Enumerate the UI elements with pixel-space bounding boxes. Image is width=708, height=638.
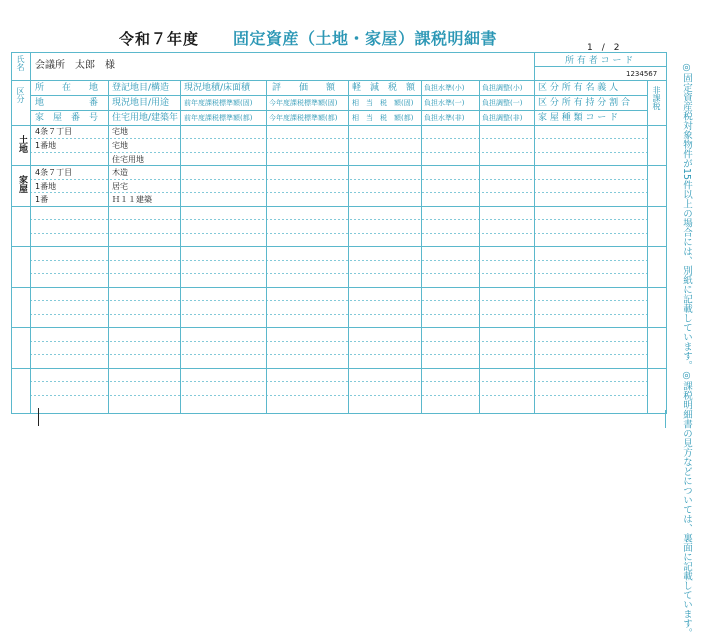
header-burden-adj-small: 負担調整(小) <box>482 84 523 92</box>
header-prev-base-fixed: 前年度課税標準額(固) <box>184 99 253 107</box>
header-ownership-ratio: 区 分 所 有 持 分 割 合 <box>538 98 631 108</box>
house-structure: 木造 <box>112 168 128 177</box>
header-burden-level-small: 負担水準(小) <box>424 84 465 92</box>
header-current-category: 現況地目/用途 <box>112 98 170 108</box>
header-equiv-tax-city: 相 当 税 額(都) <box>352 114 414 122</box>
land-registered: 宅地 <box>112 127 128 136</box>
header-cur-base-fixed: 今年度課税標準額(固) <box>269 99 338 107</box>
header-burden-adj-nonres: 負担調整(非) <box>482 114 523 122</box>
category-label: 区分 <box>16 87 25 103</box>
header-area: 現況地積/床面積 <box>184 83 251 93</box>
header-lot-number: 地 番 <box>35 98 99 108</box>
land-lot: 1番地 <box>35 141 57 150</box>
header-residential-year: 住宅用地/建築年 <box>112 113 179 123</box>
owner-name: 会議所 太郎 様 <box>35 60 115 71</box>
land-current: 宅地 <box>112 141 128 150</box>
header-prev-base-city: 前年度課税標準額(都) <box>184 114 253 122</box>
header-owner-name: 区 分 所 有 名 義 人 <box>538 83 619 93</box>
grid-dotted-rows <box>30 139 647 396</box>
header-tax-exempt: 非課税 <box>652 86 661 110</box>
header-house-type-code: 家 屋 種 類 コ ー ド <box>538 113 619 123</box>
header-equiv-tax-fixed: 相 当 税 額(固) <box>352 99 414 107</box>
page-number: 1/2 <box>587 43 629 53</box>
header-registered-category: 登記地目/構造 <box>112 83 170 93</box>
grid-outer <box>12 53 667 429</box>
owner-code: 1234567 <box>626 70 658 78</box>
header-house-number: 家 屋 番 号 <box>35 113 99 123</box>
house-number: 1番 <box>35 195 49 204</box>
header-location: 所 在 地 <box>35 83 99 93</box>
land-residential: 住宅用地 <box>112 155 144 164</box>
header-assessed-value: 評 価 額 <box>272 83 336 93</box>
side-note: ◎固定資産税対象物件が15件以上の場合には、別紙に記載しています。◎課税明細書の見方などについては、裏面に記載しています。 <box>681 62 692 638</box>
house-built-year: Ｈ１１建築 <box>112 195 152 204</box>
house-use: 居宅 <box>112 182 128 191</box>
house-label: 家屋 <box>17 175 27 193</box>
header-burden-level-nonres: 負担水準(非) <box>424 114 465 122</box>
name-label: 氏名 <box>16 55 25 71</box>
land-label: 土地 <box>17 135 27 153</box>
tax-year: 令和７年度 <box>119 30 200 48</box>
house-location: 4条７丁目 <box>35 168 73 177</box>
land-location: 4条７丁目 <box>35 127 73 136</box>
owner-code-label: 所 有 者 コ ー ド <box>565 56 634 66</box>
grid-horizontals <box>11 67 666 369</box>
header-reduced-tax: 軽 減 税 額 <box>352 83 416 93</box>
header-burden-adj-general: 負担調整(一) <box>482 99 523 107</box>
header-burden-level-general: 負担水準(一) <box>424 99 465 107</box>
document-title: 固定資産（土地・家屋）課税明細書 <box>233 29 498 48</box>
house-lot: 1番地 <box>35 182 57 191</box>
header-cur-base-city: 今年度課税標準額(都) <box>269 114 338 122</box>
